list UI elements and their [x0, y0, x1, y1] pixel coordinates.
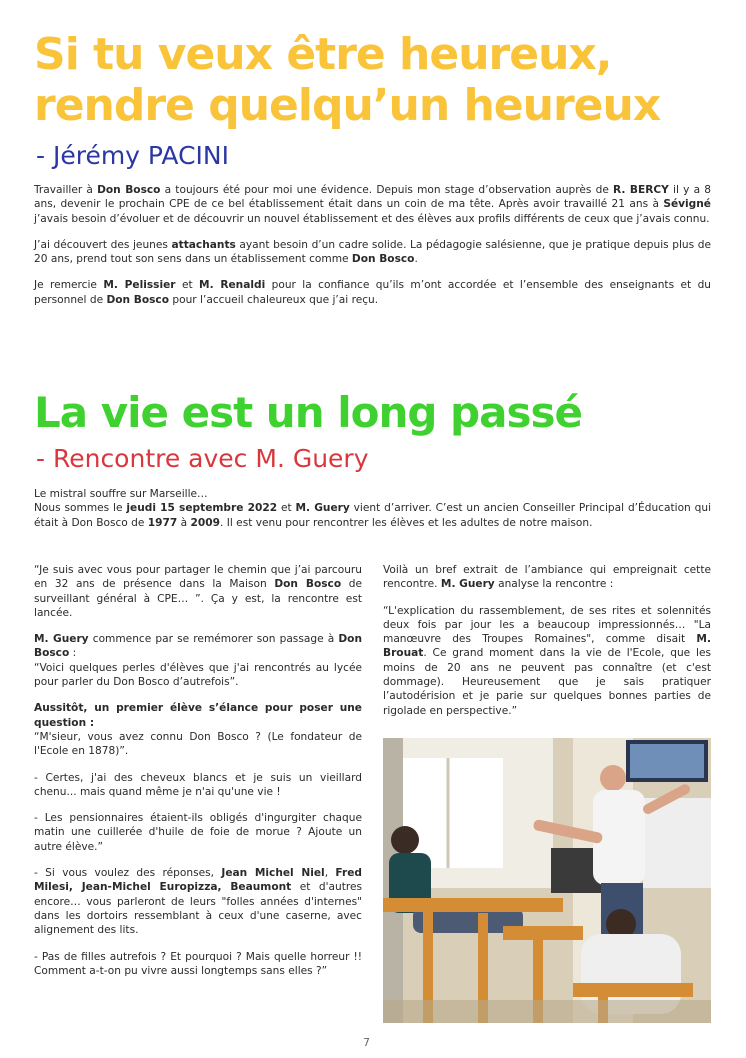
- meeting-photo: [383, 738, 711, 1023]
- column-paragraph: - Les pensionnaires étaient-ils obligés d'ingurgiter chaque matin une cuillerée d'huile de foie de morue ? Ajoute un autre élève.”: [34, 812, 362, 853]
- article1-paragraph: Je remercie M. Pelissier et M. Renaldi pour la confiance qu’ils m’ont accordée et l’ensemble des enseignants et du personnel de Don Bosco pour l’accueil chaleureux que j’ai reçu.: [34, 279, 712, 306]
- article1-title-line2: rendre quelqu’un heureux: [34, 80, 661, 131]
- column-paragraph: Voilà un bref extrait de l’ambiance qui empreignait cette rencontre. M. Guery analyse la rencontre :: [383, 564, 711, 591]
- article2-right-column: [383, 563, 711, 730]
- article1-paragraph: Travailler à Don Bosco a toujours été pour moi une évidence. Depuis mon stage d’observation auprès de R. BERCY il y a 8 ans, devenir le prochain CPE de ce bel établissement était dans un coin de ma tête. Après avoir travaillé 21 ans à Sévigné j’avais besoin d’évoluer et de découvrir un nouvel établissement et des élèves aux profils différents de ceux que j’avais connu.: [34, 184, 711, 225]
- article1-title-line1: Si tu veux être heureux,: [34, 29, 612, 80]
- article1-subtitle: - Jérémy PACINI: [36, 141, 229, 170]
- column-paragraph: “Je suis avec vous pour partager le chemin que j’ai parcouru en 32 ans de présence dans la Maison Don Bosco de surveillant général à CPE… ”. Ça y est, la rencontre est lancée.: [34, 564, 362, 619]
- article2-intro: [34, 487, 711, 542]
- column-paragraph: - Certes, j'ai des cheveux blancs et je suis un vieillard chenu... mais quand même je n'ai qu'une vie !: [34, 771, 362, 798]
- article2-left-column: [34, 563, 362, 990]
- column-paragraph: - Si vous voulez des réponses, Jean Michel Niel, Fred Milesi, Jean-Michel Europizza, Beaumont et d'autres encore… vous parleront de leurs "folles années d'internes" dans les dortoirs ressemblant à ceux d'une caserne, avec alignement des lits.: [34, 867, 363, 937]
- article1-paragraph: J’ai découvert des jeunes attachants ayant besoin d’un cadre solide. La pédagogie salésienne, que je pratique depuis plus de 20 ans, prend tout son sens dans un établissement comme Don Bosco.: [34, 238, 711, 266]
- column-paragraph: Aussitôt, un premier élève s’élance pour poser une question : “M'sieur, vous avez connu Don Bosco ? (Le fondateur de l'Ecole en 1878)”.: [34, 702, 362, 758]
- article1-body: [34, 183, 711, 319]
- article2-subtitle: - Rencontre avec M. Guery: [36, 444, 369, 473]
- page-number: 7: [363, 1036, 370, 1049]
- column-paragraph: - Pas de filles autrefois ? Et pourquoi ? Mais quelle horreur !! Comment a-t-on pu vivre aussi longtemps sans elles ?”: [34, 950, 362, 977]
- article2-title: La vie est un long passé: [34, 388, 582, 437]
- column-paragraph: “L'explication du rassemblement, de ses rites et solennités deux fois par jour les a beaucoup impressionnés… "La manœuvre des Troupes Romaines", comme disait M. Brouat. Ce grand moment dans la vie de l'Ecole, que les moins de 20 ans ne peuvent pas connaître (et c'est dommage). Heureusement que je sais pratiquer l’autodérision et je parie sur quelques bonnes parties de rigolade en perspective.”: [383, 604, 711, 717]
- article2-intro-paragraph: Le mistral souffre sur Marseille… Nous sommes le jeudi 15 septembre 2022 et M. Guery vient d’arriver. C’est un ancien Conseiller Principal d’Éducation qui était à Don Bosco de 1977 à 2009. Il est venu pour rencontrer les élèves et les adultes de notre maison.: [34, 488, 712, 529]
- column-paragraph: M. Guery commence par se remémorer son passage à Don Bosco : “Voici quelques perles d'élèves que j'ai rencontrés au lycée pour parler du Don Bosco d’autrefois”.: [34, 633, 362, 689]
